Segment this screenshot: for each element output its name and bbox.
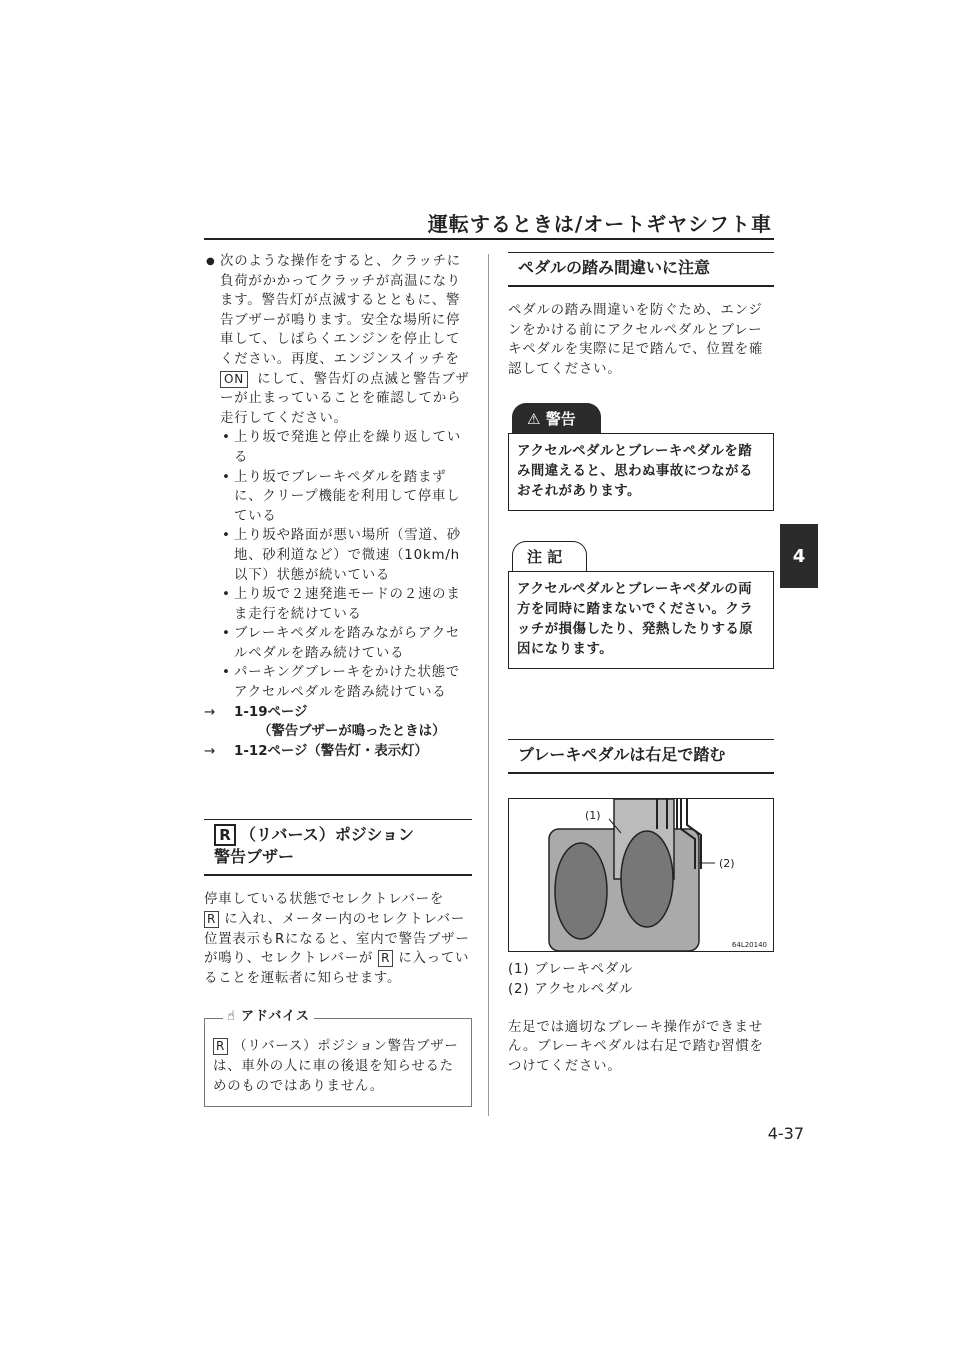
- section-title-line1: （リバース）ポジション: [240, 825, 415, 845]
- r-p2: に入れ、メーター内のセレクトレバー位置表示もRになると、室内で警告ブザーが鳴り、セレクトレバーが: [204, 912, 470, 967]
- list-item: • 上り坂や路面が悪い場所（雪道、砂地、砂利道など）で微速（10km/h以下）状態が続いている: [220, 526, 472, 585]
- chapter-tab[interactable]: 4: [780, 524, 818, 588]
- list-item: • 上り坂でブレーキペダルを踏まずに、クリープ機能を利用して停車している: [220, 468, 472, 527]
- r-key: R: [378, 950, 393, 967]
- pedal-mistake-paragraph: ペダルの踏み間違いを防ぐため、エンジンをかける前にアクセルペダルとブレーキペダルを実際に足で踏んで、位置を確認してください。: [508, 303, 764, 377]
- ref1-title: （警告ブザーが鳴ったときは）: [258, 724, 446, 740]
- advice-box: [204, 1009, 472, 1107]
- left-shoe: [555, 843, 607, 939]
- r-key-box: R: [214, 824, 236, 846]
- ref2-text: 1-12ページ（警告灯・表示灯）: [234, 743, 428, 759]
- column-divider: [488, 254, 489, 1116]
- caution-box: アクセルペダルとブレーキペダルの両方を同時に踏まないでください。クラッチが損傷したり、発熱したりする原因になります。: [508, 571, 774, 669]
- intro-text: 次のような操作をすると、クラッチに負荷がかかってクラッチが高温になります。警告灯が点滅するとともに、警告ブザーが鳴ります。安全な場所に停車して、しばらくエンジンを停止してください。再度、エンジンスイッチを: [220, 254, 461, 367]
- header-rule: [204, 238, 774, 240]
- r-key: R: [204, 911, 219, 928]
- ref1-page: 1-19ページ: [234, 704, 308, 720]
- on-key: ON: [220, 371, 248, 388]
- reference-2[interactable]: [204, 742, 472, 762]
- warning-label: 警告: [545, 410, 576, 429]
- intro-paragraph: [204, 252, 472, 428]
- list-item: • 上り坂で発進と停止を繰り返している: [220, 428, 472, 467]
- warning-icon: ⚠: [527, 410, 541, 429]
- pedal-illustration: [509, 799, 773, 951]
- r-p3: に入っていることを運転者に知らせます。: [204, 951, 470, 986]
- warning-box: アクセルペダルとブレーキペダルを踏み間違えると、思わぬ事故につながるおそれがあります。: [508, 433, 774, 511]
- page-number: 4-37: [767, 1124, 804, 1143]
- right-column: [508, 252, 774, 1076]
- page-header-title: 運転するときは/オートギヤシフト車: [427, 212, 772, 236]
- reference-1[interactable]: [204, 703, 472, 742]
- advice-text: （リバース）ポジション警告ブザーは、車外の人に車の後退を知らせるためのものではありません。: [213, 1039, 459, 1094]
- caution-block: [508, 541, 774, 669]
- caution-tab: 注 記: [512, 541, 587, 571]
- figure-caption-1: (1) ブレーキペダル: [508, 962, 634, 978]
- r-key: R: [213, 1038, 228, 1055]
- warning-tab: [512, 403, 601, 433]
- figure-code: 64L20140: [731, 941, 767, 950]
- r-p1: 停車している状態でセレクトレバーを: [204, 892, 445, 908]
- fig-label-brake: (1): [585, 809, 601, 823]
- section-title-line2: 警告ブザー: [214, 847, 295, 867]
- hand-icon: ☝: [227, 1009, 236, 1025]
- right-shoe: [621, 831, 673, 927]
- list-item: • ブレーキペダルを踏みながらアクセルペダルを踏み続けている: [220, 624, 472, 663]
- advice-label-text: アドバイス: [241, 1009, 310, 1025]
- advice-label: [223, 1007, 314, 1027]
- intro-cont-text: にして、警告灯の点滅と警告ブザーが止まっていることを確認してから走行してください。: [220, 371, 470, 426]
- ref-arrow: →: [204, 704, 216, 720]
- warning-block: [508, 403, 774, 511]
- section-title-reverse-buzzer: [204, 819, 472, 876]
- reverse-buzzer-paragraph: [204, 890, 472, 988]
- figure-caption-2: (2) アクセルペダル: [508, 981, 634, 997]
- left-column: [204, 252, 472, 1107]
- list-item: • パーキングブレーキをかけた状態でアクセルペダルを踏み続けている: [220, 663, 472, 702]
- fig-label-accel: (2): [719, 857, 735, 871]
- closing-paragraph: 左足では適切なブレーキ操作ができません。ブレーキペダルは右足で踏む習慣をつけてください。: [508, 1019, 764, 1074]
- section-title-pedal-mistake: ペダルの踏み間違いに注意: [508, 252, 774, 287]
- pedal-figure: [508, 798, 774, 952]
- list-item: • 上り坂で２速発進モードの２速のまま走行を続けている: [220, 585, 472, 624]
- ref-arrow: →: [204, 743, 216, 759]
- condition-list: [204, 428, 472, 702]
- section-title-right-foot: ブレーキペダルは右足で踏む: [508, 739, 774, 774]
